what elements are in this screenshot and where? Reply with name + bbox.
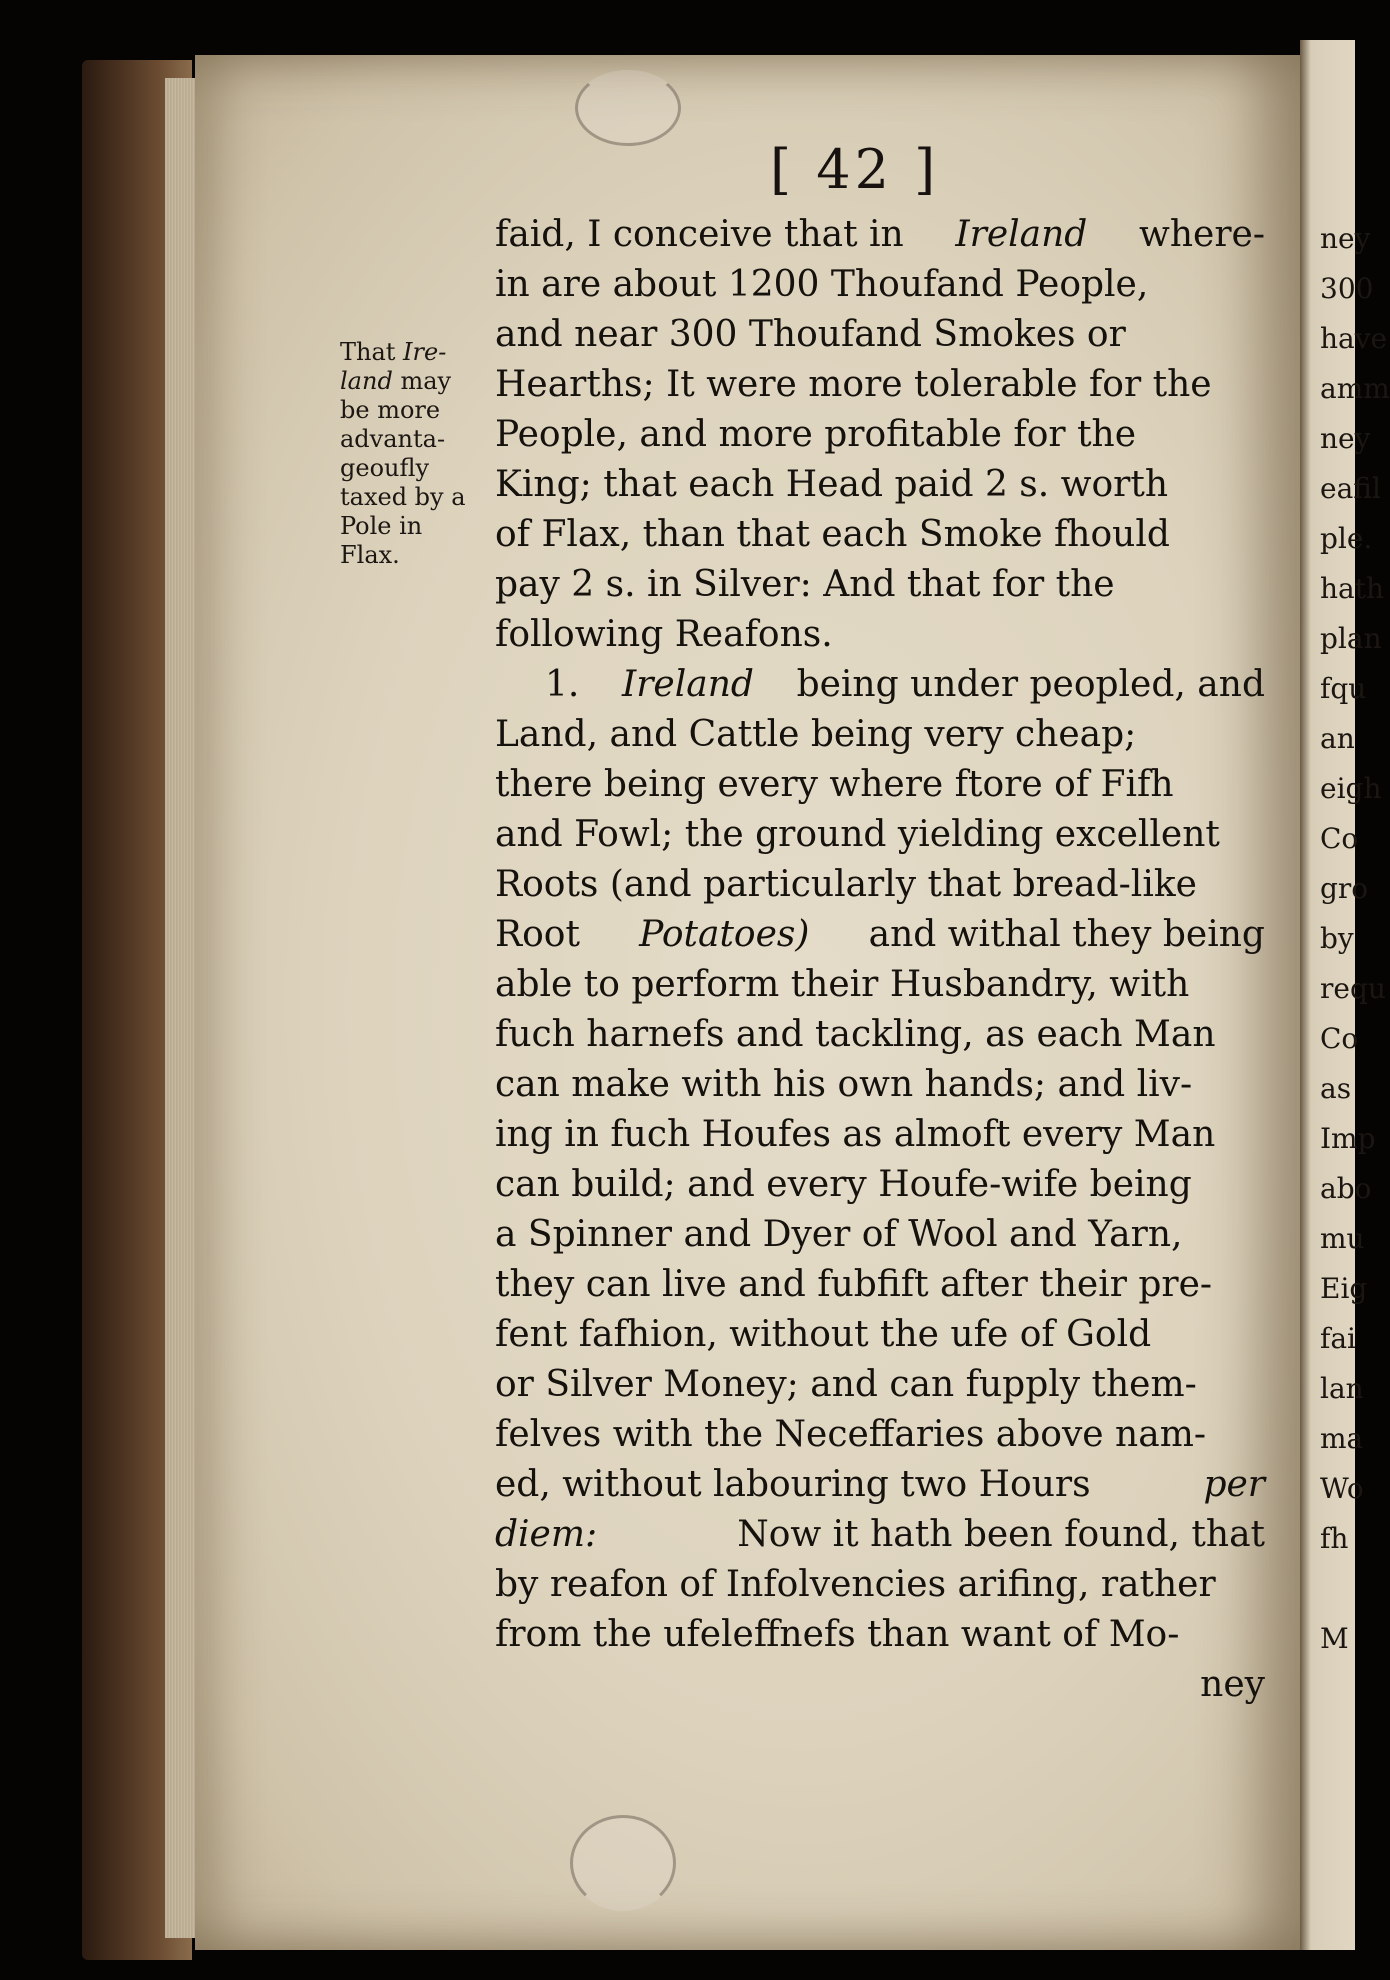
next-page-fragment: ple. [1320,522,1373,555]
page-number: [ 42 ] [770,138,940,201]
next-page-fragment: have [1320,322,1388,355]
next-page-fragment: as [1320,1072,1352,1105]
marginal-note-line: Pole in [340,512,423,540]
next-page-fragment: hath [1320,572,1385,605]
text-line: following Reafons. [495,614,833,655]
marginal-note-line: Flax. [340,541,400,569]
next-page-fragment: mu [1320,1222,1365,1255]
page-clip-top [575,70,681,146]
marginal-note-line: advanta- [340,425,446,453]
text-line: from the ufeleffnefs than want of Mo- [495,1614,1180,1655]
next-page-fragment: gro [1320,872,1369,905]
next-page-fragment: Wo [1320,1472,1364,1505]
marginal-note-line: geoufly [340,454,430,482]
next-page-fragment: ney [1320,222,1371,255]
next-page-fragment: ney [1320,422,1371,455]
text-line: felves with the Neceffaries above nam- [495,1414,1206,1455]
text-line: in are about 1200 Thoufand People, [495,264,1149,305]
next-page-fragment: fai [1320,1322,1357,1355]
text-line: diem: Now it hath been found, that [495,1514,1265,1555]
body-text [495,210,1265,1710]
text-line: a Spinner and Dyer of Wool and Yarn, [495,1214,1183,1255]
text-line: King; that each Head paid 2 s. worth [495,464,1169,505]
text-line: fuch harnefs and tackling, as each Man [495,1014,1216,1055]
text-line: can build; and every Houfe-wife being [495,1164,1192,1205]
marginal-note [340,338,480,570]
next-page-fragment: fqu [1320,672,1367,705]
marginal-note-line: be more [340,396,441,424]
text-line: 1. Ireland being under peopled, and [545,664,1265,705]
text-line: there being every where ftore of Fifh [495,764,1174,805]
next-page-fragment: fh [1320,1522,1349,1555]
next-page-fragment: lan [1320,1372,1364,1405]
next-page-fragment: requ [1320,972,1386,1005]
next-page-fragment: eigh [1320,772,1382,805]
marginal-note-line: taxed by a [340,483,466,511]
text-line: fent fafhion, without the ufe of Gold [495,1314,1152,1355]
text-line: ed, without labouring two Hours per [495,1464,1265,1505]
text-line: ing in fuch Houfes as almoft every Man [495,1114,1216,1155]
text-line: People, and more profitable for the [495,414,1137,455]
next-page-fragment: plan [1320,622,1382,655]
next-page-fragment: abo [1320,1172,1372,1205]
marginal-note-line: land may [340,367,452,395]
text-line: Land, and Cattle being very cheap; [495,714,1137,755]
next-page-fragment: Eig [1320,1272,1368,1305]
next-page-fragment: Imp [1320,1122,1376,1155]
text-line: Roots (and particularly that bread-like [495,864,1197,905]
text-line: by reafon of Infolvencies arifing, rather [495,1564,1216,1605]
next-page-fragment: an [1320,722,1355,755]
next-page-fragment: Co [1320,1022,1359,1055]
text-line: of Flax, than that each Smoke fhould [495,514,1170,555]
text-line: they can live and fubfift after their pre- [495,1264,1213,1305]
text-line: or Silver Money; and can fupply them- [495,1364,1197,1405]
text-line: Hearths; It were more tolerable for the [495,364,1212,405]
text-line: able to perform their Husbandry, with [495,964,1190,1005]
next-page-fragment: amm [1320,372,1390,405]
text-line: Root Potatoes) and withal they being [495,914,1265,955]
next-page-fragment: eafil [1320,472,1381,505]
next-page-fragment: 300 [1320,272,1374,305]
page-clip-bottom [570,1815,676,1911]
text-line: and near 300 Thoufand Smokes or [495,314,1126,355]
marginal-note-line: That Ire- [340,338,447,366]
next-page-fragment: ma [1320,1422,1364,1455]
text-line: can make with his own hands; and liv- [495,1064,1193,1105]
text-line: faid, I conceive that in Ireland where- [495,214,1265,255]
catchword: ney [1200,1664,1265,1705]
text-line: and Fowl; the ground yielding excellent [495,814,1220,855]
text-line: pay 2 s. in Silver: And that for the [495,564,1115,605]
next-page-fragment: M [1320,1622,1349,1655]
next-page-fragment: by [1320,922,1354,955]
next-page-fragment: Co [1320,822,1359,855]
